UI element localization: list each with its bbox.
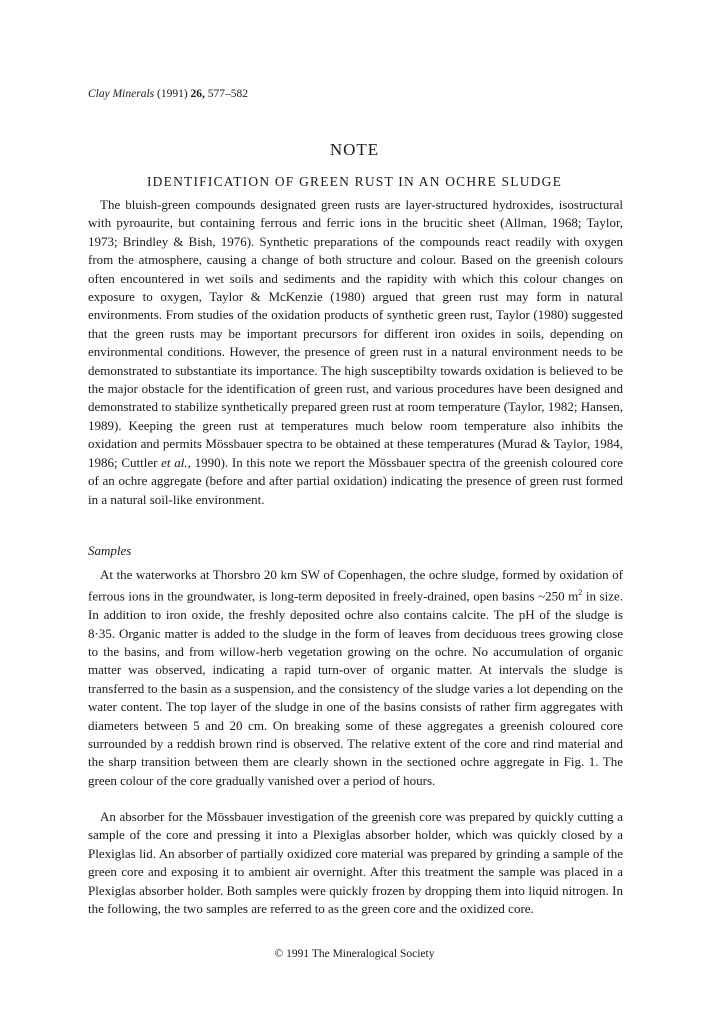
journal-year: (1991) — [157, 88, 188, 100]
section-heading-samples: Samples — [88, 543, 132, 558]
journal-citation — [88, 88, 248, 100]
copyright-footer: © 1991 The Mineralogical Society — [274, 948, 435, 960]
intro-text-b: 1990). In this note we report the Mössbauer spectra of the greenish coloured core of an ochre aggregate (before and after partial oxidation) indicating the presence of green rust formed in a natural soil-like environment. — [88, 454, 623, 507]
intro-paragraph — [88, 196, 623, 509]
samples-text-b: in size. In addition to iron oxide, the freshly deposited ochre also contains calcite. The pH of the sludge is 8·35. Organic matter is added to the sludge in the form of leaves from deciduous trees growing close to the basins, and from willow-herb vegetation growing on the ochre. No accumulation of organic matter was observed, indicating a rapid turn-over of organic matter. At intervals the sludge is transferred to the basin as a suspension, and the consistency of the sludge varies a lot depending on the water content. The top layer of the sludge in one of the basins consists of rather firm aggregates with diameters between 5 and 20 cm. On breaking some of these aggregates a greenish coloured core surrounded by a reddish brown rind is observed. The relative extent of the core and rind material and the sharp transition between them are clearly shown in the sectioned ochre aggregate in Fig. 1. The green colour of the core gradually vanished over a period of hours. — [88, 588, 623, 788]
intro-text-a: The bluish-green compounds designated green rusts are layer-structured hydroxides, isostructural with pyroaurite, but containing ferrous and ferric ions in the brucitic sheet (Allman, 1968; Taylor, 1973; Brindley & Bish, 1976). Synthetic preparations of the compounds react readily with oxygen from the atmosphere, causing a change of both structure and colour. Based on the greenish colours often encountered in wet soils and sediments and the rapidity with which this colour changes on exposure to oxygen, Taylor & McKenzie (1980) argued that green rust may form in natural environments. From studies of the oxidation products of synthetic green rust, Taylor (1980) suggested that the green rusts may be important precursors for different iron oxides in soils, depending on environmental conditions. However, the presence of green rust in a natural environment needs to be demonstrated to substantiate its importance. The high susceptibilty towards oxidation is believed to be the major obstacle for the identification of green rust, and various procedures have been designed and demonstrated to stabilize synthetically prepared green rust at room temperature (Taylor, 1982; Hansen, 1989). Keeping the green rust at temperatures much below room temperature also inhibits the oxidation and permits Mössbauer spectra to be obtained at these temperatures (Murad & Taylor, 1984, 1986; Cuttler — [88, 197, 623, 470]
samples-text-a: At the waterworks at Thorsbro 20 km SW of Copenhagen, the ochre sludge, formed by oxidation of ferrous ions in the groundwater, is long-term deposited in freely-drained, open basins ~250 m — [88, 567, 623, 604]
note-heading: NOTE — [329, 140, 380, 159]
samples-paragraph-1 — [88, 566, 623, 790]
journal-volume: 26, — [190, 88, 205, 100]
intro-text-italic: et al., — [161, 454, 191, 470]
samples-superscript: 2 — [578, 588, 583, 598]
article-title: IDENTIFICATION OF GREEN RUST IN AN OCHRE SLUDGE — [146, 174, 563, 189]
journal-pages: 577–582 — [207, 88, 249, 100]
samples-paragraph-2: An absorber for the Mössbauer investigation of the greenish core was prepared by quickly cutting a sample of the core and pressing it into a Plexiglas absorber holder, which was quickly closed by a Plexiglas lid. An absorber of partially oxidized core material was prepared by grinding a sample of the green core and exposing it to ambient air overnight. After this treatment the sample was placed in a Plexiglas absorber holder. Both samples were quickly frozen by dropping them into liquid nitrogen. In the following, the two samples are referred to as the green core and the oxidized core. — [88, 809, 623, 917]
journal-name: Clay Minerals — [88, 88, 155, 100]
